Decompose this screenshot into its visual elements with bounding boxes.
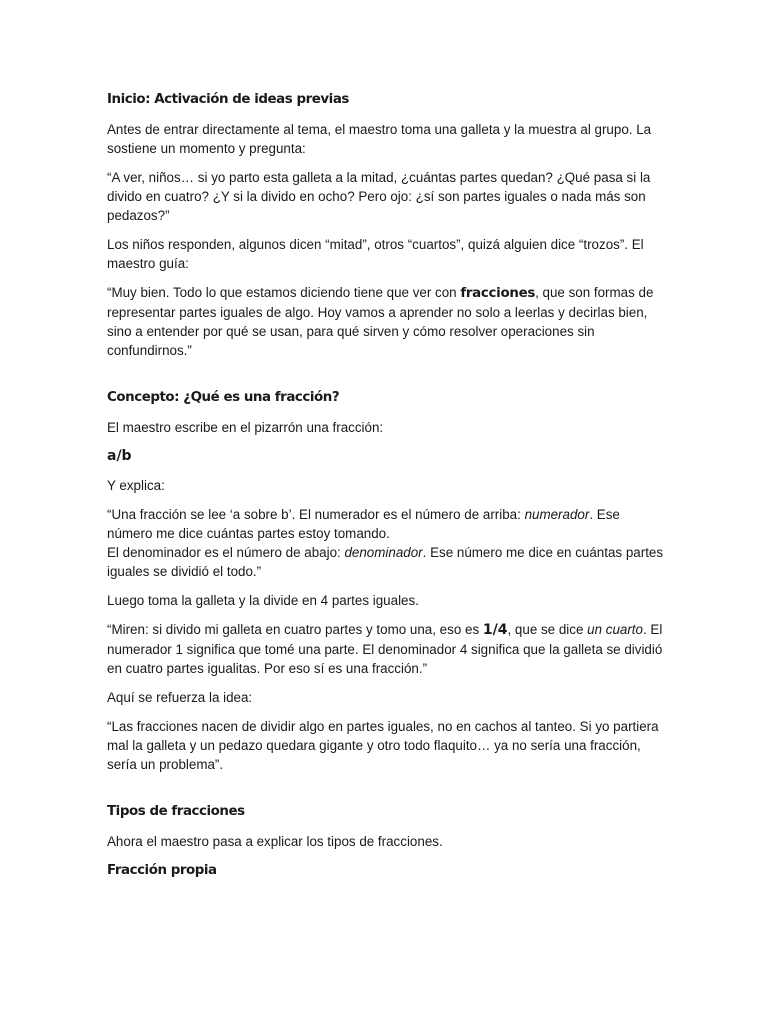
fraction-formula: a/b xyxy=(107,448,132,464)
paragraph: Los niños responden, algunos dicen “mitad”, otros “cuartos”, quizá alguien dice “trozos”. El maestro guía: xyxy=(107,237,644,271)
paragraph xyxy=(107,505,667,581)
section-heading-concepto: Concepto: ¿Qué es una fracción? xyxy=(107,390,340,405)
paragraph: Aquí se refuerza la idea: xyxy=(107,690,253,705)
text-run: “Miren: si divido mi galleta en cuatro partes y tomo una, eso es xyxy=(107,622,483,637)
paragraph xyxy=(107,620,667,678)
paragraph: Antes de entrar directamente al tema, el maestro toma una galleta y la muestra al grupo. La sostiene un momento y pregunta: xyxy=(107,122,652,156)
paragraph xyxy=(107,283,667,360)
paragraph: Y explica: xyxy=(107,478,165,493)
text-run: . Ese número me dice cuántas partes estoy tomando. xyxy=(107,507,620,541)
document-body xyxy=(107,90,667,881)
paragraph: “Las fracciones nacen de dividir algo en partes iguales, no en cachos al tanteo. Si yo partiera mal la galleta y un pedazo quedara gigante y otro todo flaquito… ya no sería una fracción, sería un problema”. xyxy=(107,719,659,772)
paragraph: “A ver, niños… si yo parto esta galleta a la mitad, ¿cuántas partes quedan? ¿Qué pasa si la divido en cuatro? ¿Y si la divido en ocho? Pero ojo: ¿sí son partes iguales o nada más son pedazos?” xyxy=(107,170,651,223)
text-run: , que son formas de representar partes iguales de algo. Hoy vamos a aprender no solo a leerlas y decirlas bien, sino a entender por qué se usan, para qué sirven y cómo resolver operaciones sin confundirnos.” xyxy=(107,285,654,358)
paragraph: Ahora el maestro pasa a explicar los tipos de fracciones. xyxy=(107,834,443,849)
italic-term: un cuarto xyxy=(587,622,643,637)
italic-term: denominador xyxy=(344,545,423,560)
text-run: . El numerador 1 significa que tomé una parte. El denominador 4 significa que la galleta se dividió en cuatro partes igualitas. Por eso sí es una fracción.” xyxy=(107,622,663,676)
subheading-fraccion-propia: Fracción propia xyxy=(107,863,217,878)
text-run: “Muy bien. Todo lo que estamos diciendo tiene que ver con xyxy=(107,285,461,300)
paragraph: Luego toma la galleta y la divide en 4 partes iguales. xyxy=(107,593,419,608)
text-run: . Ese número me dice en cuántas partes iguales se dividió el todo.” xyxy=(107,545,664,579)
section-heading-inicio: Inicio: Activación de ideas previas xyxy=(107,92,349,107)
inline-fraction: 1/4 xyxy=(482,622,508,638)
text-run: , que se dice xyxy=(507,622,588,637)
text-run: El denominador es el número de abajo: xyxy=(107,545,345,560)
section-heading-tipos: Tipos de fracciones xyxy=(107,804,245,819)
bold-term: fracciones xyxy=(460,286,536,301)
paragraph: El maestro escribe en el pizarrón una fracción: xyxy=(107,420,384,435)
text-run: “Una fracción se lee ‘a sobre b’. El numerador es el número de arriba: xyxy=(107,507,525,522)
italic-term: numerador xyxy=(524,507,590,522)
